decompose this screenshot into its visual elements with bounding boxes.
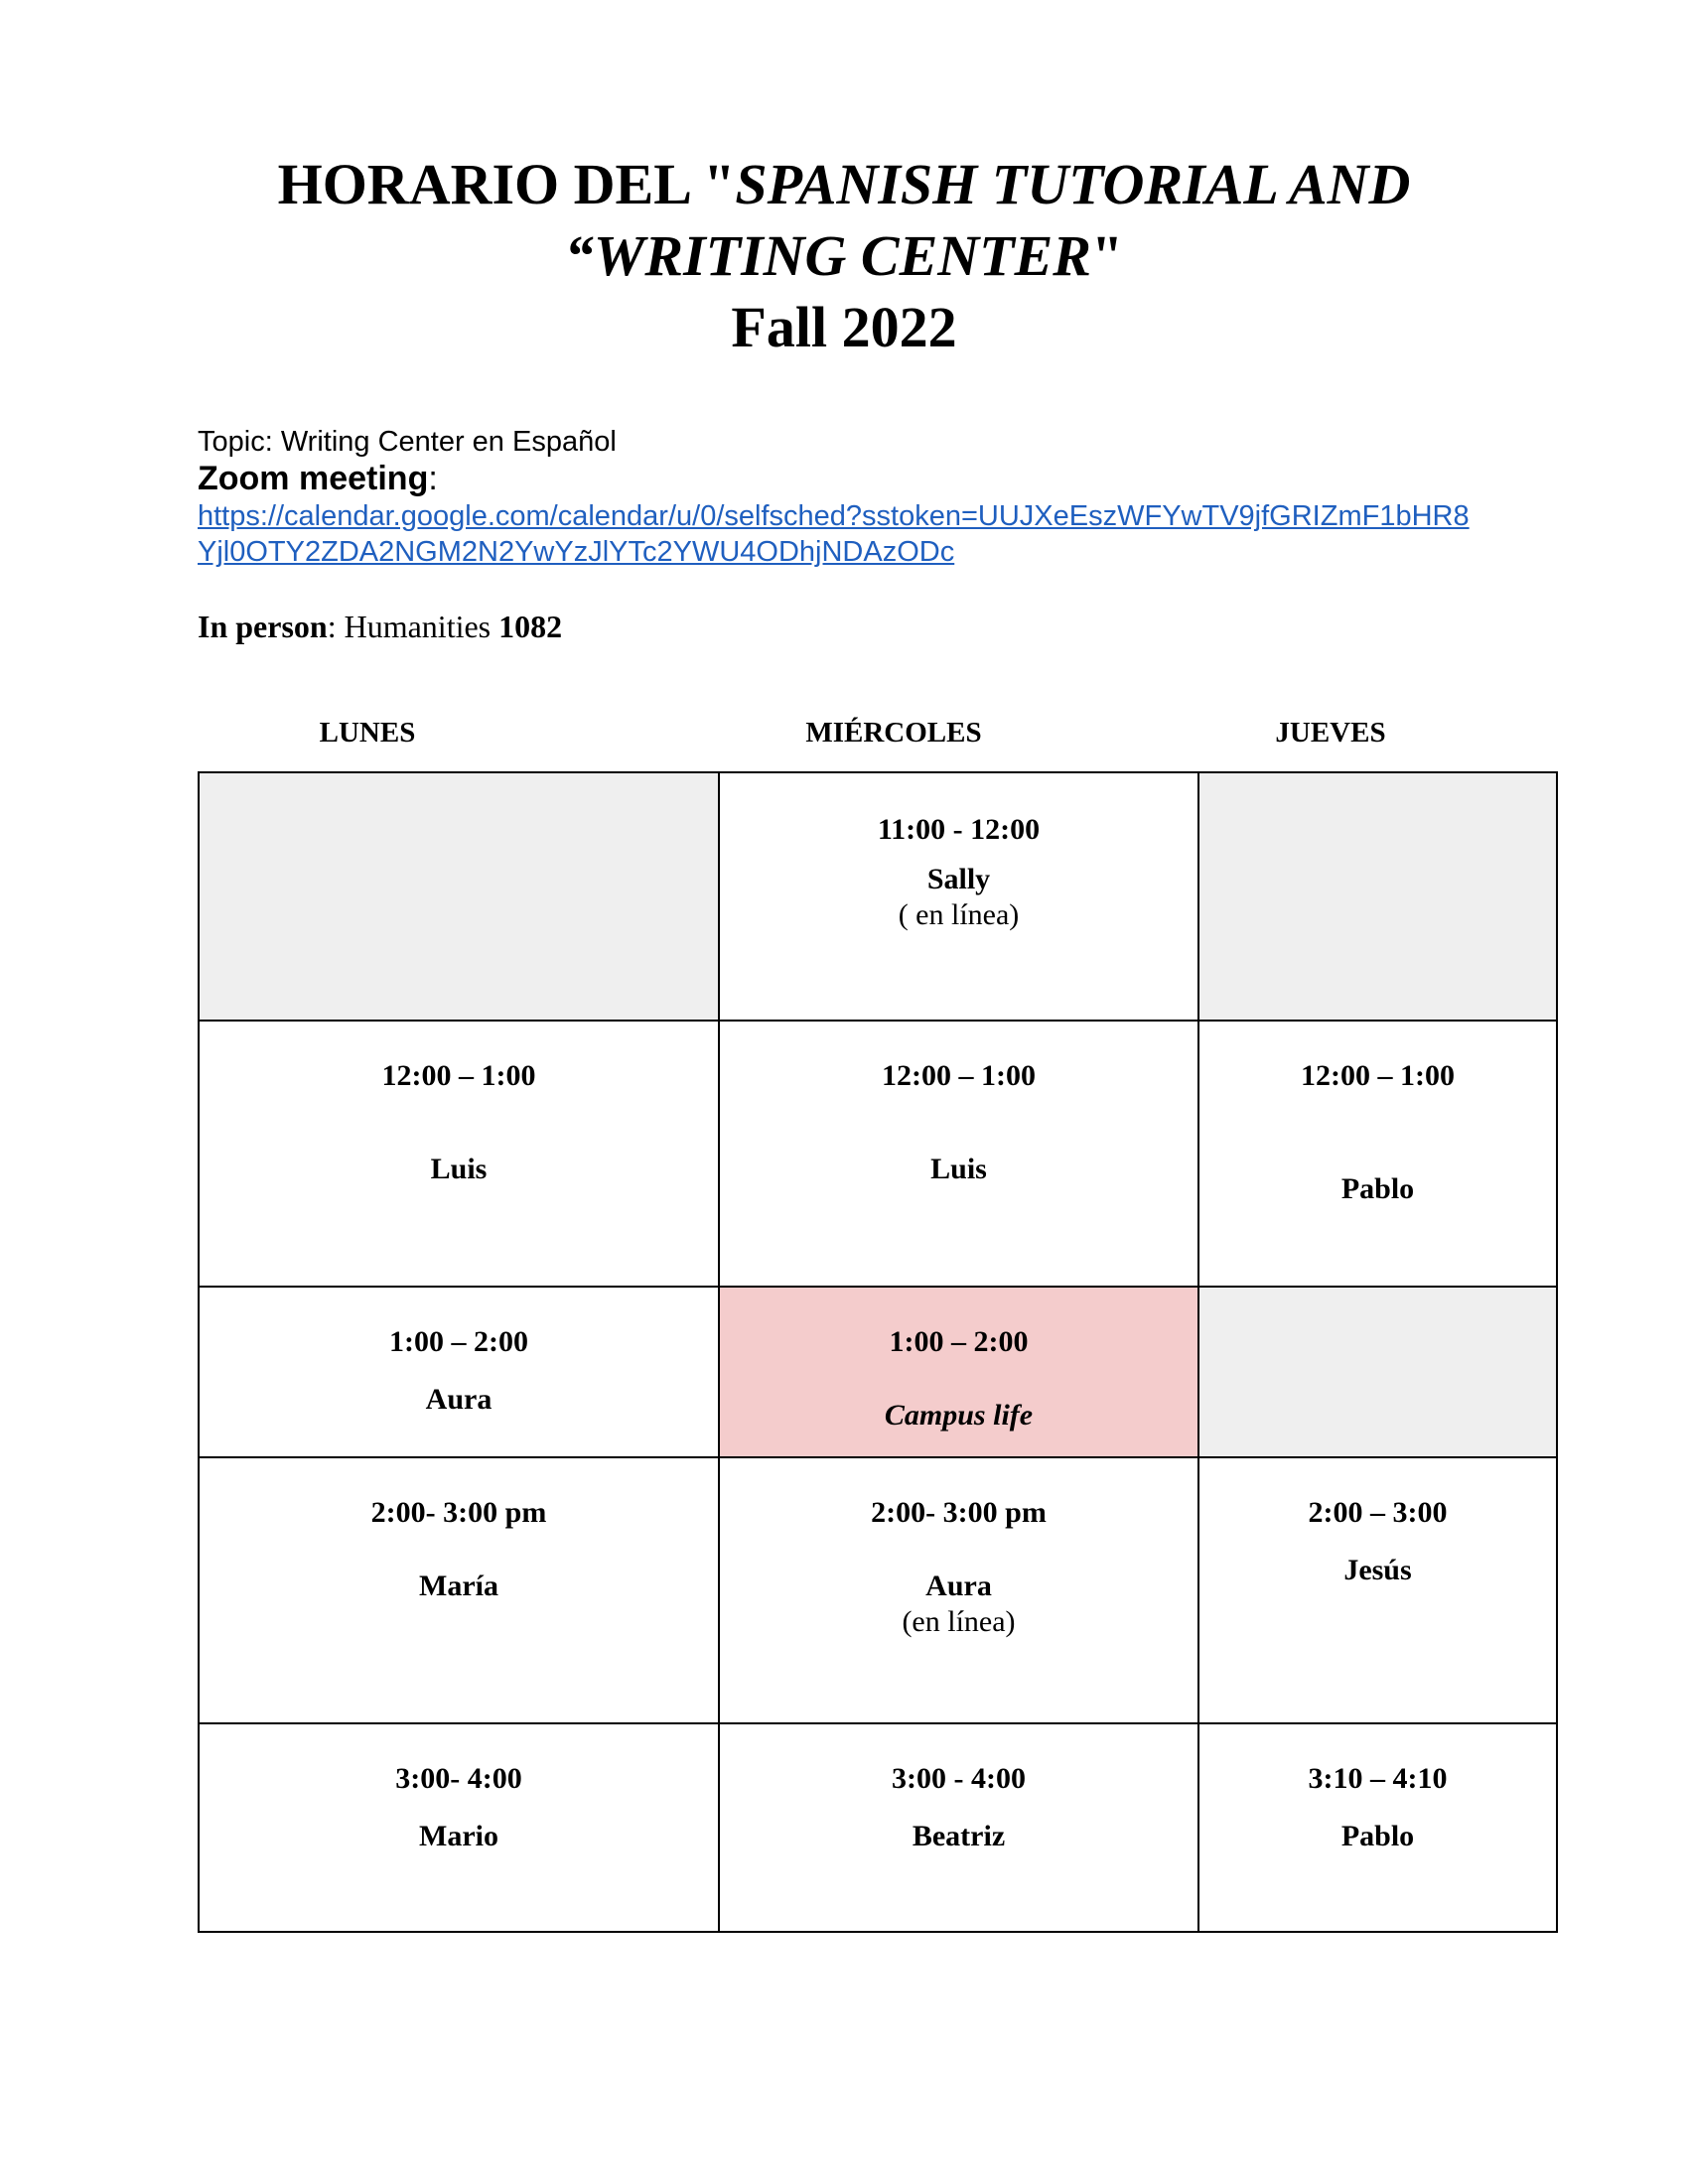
empty-slot [1198, 772, 1557, 1021]
slot-time: 2:00- 3:00 pm [370, 1496, 547, 1529]
tutor-name: Pablo [1340, 1820, 1415, 1852]
slot-time: 2:00 – 3:00 [1308, 1496, 1448, 1529]
slot-time: 1:00 – 2:00 [389, 1325, 528, 1358]
campus-life-slot [719, 1287, 1198, 1457]
day-header-lunes: LUNES [319, 717, 416, 749]
topic-text: Topic: Writing Center en Español [198, 426, 617, 458]
tutor-name: Sally [926, 863, 991, 895]
schedule-row [199, 1287, 1557, 1457]
meeting-info [198, 425, 1488, 570]
slot-time: 12:00 – 1:00 [381, 1059, 536, 1092]
slot-time: 12:00 – 1:00 [882, 1059, 1036, 1092]
modality-note: ( en línea) [898, 898, 1020, 931]
in-person-location: In person: Humanities 1082 [198, 609, 563, 644]
tutor-name: María [419, 1570, 498, 1602]
title-line-1: HORARIO DEL "SPANISH TUTORIAL AND [277, 152, 1411, 216]
slot-time: 12:00 – 1:00 [1301, 1059, 1455, 1092]
title-line-2: “WRITING CENTER" [564, 223, 1124, 288]
slot-time: 11:00 - 12:00 [877, 813, 1041, 846]
event-label: Campus life [884, 1399, 1034, 1432]
schedule-row [199, 1021, 1557, 1287]
slot-time: 2:00- 3:00 pm [871, 1496, 1047, 1529]
modality-note: (en línea) [902, 1605, 1016, 1638]
empty-slot [199, 772, 719, 1021]
slot-time: 3:00- 4:00 [395, 1762, 522, 1795]
schedule-table [198, 771, 1558, 1933]
document-title [0, 149, 1688, 363]
tutor-name: Aura [425, 1383, 492, 1416]
slot-cell [719, 1457, 1198, 1723]
zoom-meeting-label: Zoom meeting: [198, 460, 438, 497]
tutor-name: Pablo [1340, 1172, 1415, 1205]
slot-cell [199, 1457, 719, 1723]
slot-cell [1198, 1457, 1557, 1723]
tutor-name: Luis [930, 1153, 987, 1185]
tutor-name: Beatriz [912, 1820, 1006, 1852]
day-header-miercoles: MIÉRCOLES [805, 717, 982, 749]
slot-time: 1:00 – 2:00 [889, 1325, 1029, 1358]
slot-cell [719, 1021, 1198, 1287]
day-header-jueves: JUEVES [1275, 717, 1386, 749]
tutor-name: Luis [430, 1153, 488, 1185]
schedule-row [199, 1723, 1557, 1932]
tutor-name: Jesús [1343, 1554, 1412, 1586]
slot-time: 3:10 – 4:10 [1308, 1762, 1448, 1795]
slot-cell [1198, 1021, 1557, 1287]
slot-cell [719, 1723, 1198, 1932]
slot-cell [1198, 1723, 1557, 1932]
slot-cell [719, 772, 1198, 1021]
tutor-name: Mario [419, 1820, 498, 1852]
zoom-meeting-link[interactable]: https://calendar.google.com/calendar/u/0/selfsched?sstoken=UUJXeEszWFYwTV9jfGRIZmF1bHR8Yjl0OTY2ZDA2NGM2N2YwYzJlYTc2YWU4ODhjNDAzODc [198, 500, 1470, 568]
slot-cell [199, 1723, 719, 1932]
title-semester: Fall 2022 [731, 295, 957, 359]
schedule-row [199, 772, 1557, 1021]
tutor-name: Aura [925, 1570, 992, 1602]
empty-slot [1198, 1287, 1557, 1457]
slot-cell [199, 1287, 719, 1457]
schedule-row [199, 1457, 1557, 1723]
slot-cell [199, 1021, 719, 1287]
slot-time: 3:00 - 4:00 [892, 1762, 1026, 1795]
